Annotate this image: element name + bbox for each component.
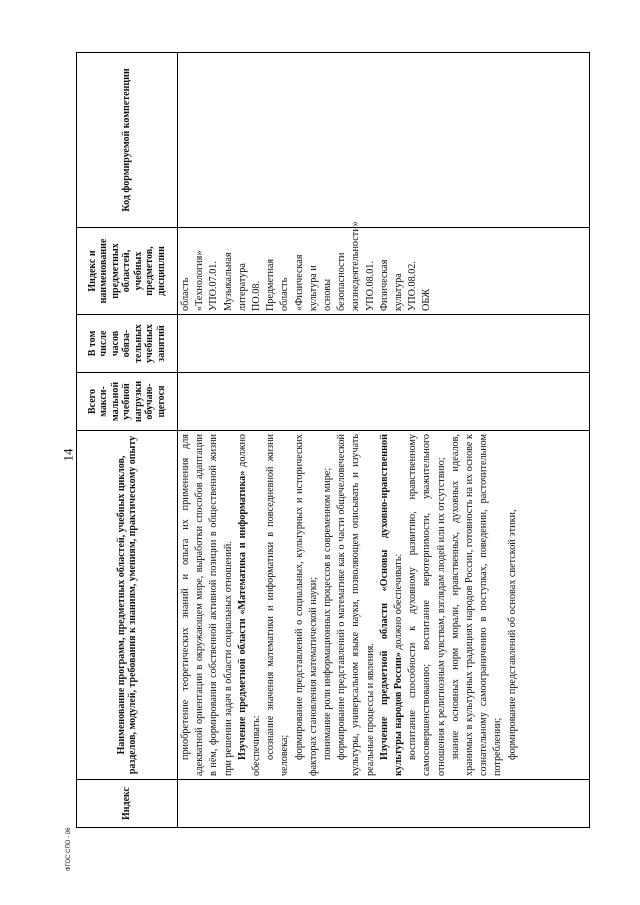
content-paragraph — [321, 434, 335, 776]
paragraph-text: знание основных норм морали, нравственных, духовных идеалов, хранимых в культурных традициях народов России, готовность на их основе к сознательному самоограничению в поступках, поведении, расточительном потреблении; — [449, 434, 504, 776]
subject-entry: область «Технология» — [180, 250, 206, 311]
paragraph-text: формирование представлений об основах светской этики, — [506, 509, 518, 760]
content-paragraphs — [179, 434, 520, 776]
subject-entry: УПО.08.01. — [364, 261, 376, 311]
content-paragraph — [179, 434, 236, 776]
paragraph-text: формирование представлений о математике как о части общечеловеческой культуры, универсальном языке науки, позволяющем описывать и изучать реальные процессы и явления. — [336, 434, 376, 776]
subject-entry: УПО.07.01. — [208, 261, 220, 311]
paragraph-text: приобретение теоретических знаний и опыта их применения для адекватной ориентации в окружающем мире, выработки способов адаптации в нём, формирования собственной активной позиции в общественной жизни при решении задач в области социальных отношений. — [180, 434, 234, 776]
subject-entry: УПО.08.02. — [407, 261, 419, 311]
cell-total — [178, 373, 590, 431]
header-index: Индекс — [77, 780, 178, 828]
content-paragraph — [506, 434, 520, 776]
cell-content — [178, 431, 590, 780]
content-paragraph — [264, 434, 292, 776]
table-header-row — [77, 53, 178, 828]
header-name: Наименование программ, предметных областей, учебных циклов, разделов, модулей, требования к знаниям, умениям, практическому опыту — [77, 431, 178, 780]
header-total: Всего макси-мальной учебной нагрузки обучаю-щегося — [77, 373, 178, 431]
header-code: Код формируемой компетенции — [77, 53, 178, 228]
header-subjects: Индекс и наименование предметных областей, учебных предметов, дисциплин — [77, 228, 178, 315]
header-incl: В том числе часов обяза-тельных учебных занятий — [77, 315, 178, 373]
content-paragraph — [293, 434, 321, 776]
paragraph-text: понимание роли информационных процессов в современном мире; — [322, 467, 334, 760]
cell-subjects — [178, 221, 590, 315]
paragraph-bold-lead: Изучение предметной области «Математика и информатика» — [236, 470, 248, 760]
subjects-list — [179, 221, 435, 311]
content-paragraph — [378, 434, 406, 776]
content-paragraph — [449, 434, 506, 776]
subject-entry: Музыкальная литература — [222, 252, 248, 311]
paragraph-bold-lead: Изучение предметной области «Основы духовно-нравственной культуры народов России» — [378, 434, 405, 776]
cell-incl — [178, 315, 590, 373]
paragraph-text: должно обеспечивать: — [236, 434, 263, 776]
cell-code — [178, 53, 590, 228]
paragraph-text: формирование представлений о социальных, культурных и исторических факторах становления математической науки; — [293, 434, 319, 776]
subject-entry: ПО.08. — [251, 281, 263, 311]
subject-entry: Физическая культура — [378, 259, 405, 311]
curriculum-table — [76, 52, 590, 828]
content-paragraph — [406, 434, 449, 776]
paragraph-text: осознание значения математики и информатики в повседневной жизни человека; — [265, 434, 291, 776]
content-paragraph — [335, 434, 378, 776]
table-row — [178, 53, 590, 828]
subject-entry: Предметная область «Физическая культура и основы безопасности жизнедеятельности» — [265, 221, 362, 311]
paragraph-text: воспитание способности к духовному развитию, нравственному самосовершенствованию; воспитание веротерпимости, уважительного отношения к религиозным чувствам, взглядам людей или их отсутствию; — [407, 434, 447, 776]
content-paragraph — [236, 434, 264, 776]
cell-index — [178, 780, 590, 828]
rotated-table-wrapper — [76, 53, 590, 828]
subject-entry: ОБЖ — [421, 288, 433, 311]
page-number: 14 — [60, 448, 76, 462]
paragraph-text: должно обеспечивать: — [393, 553, 405, 653]
side-stamp: ФГОС СПО - 06 — [66, 827, 72, 871]
